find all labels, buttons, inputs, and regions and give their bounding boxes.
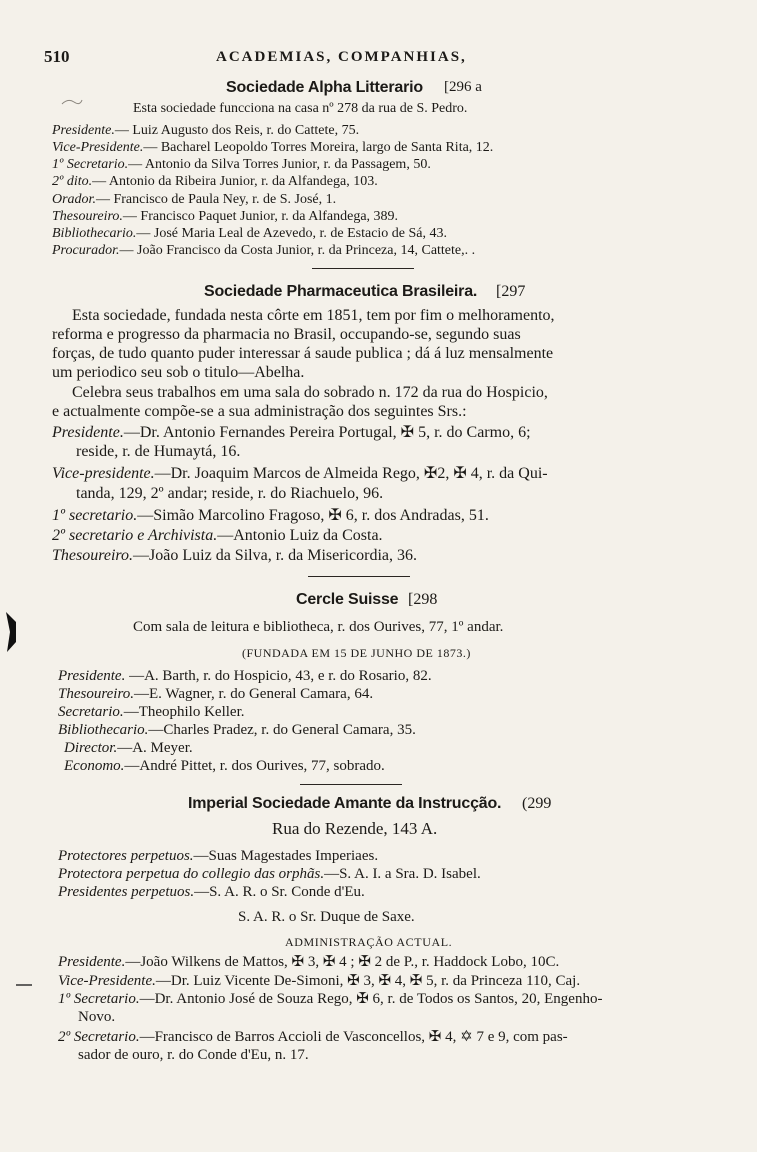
pharma-para2-line2: e actualmente compõe-se a sua administração dos seguintes Srs.: <box>52 403 467 420</box>
suisse-heading: Cercle Suisse <box>296 591 399 608</box>
admin-heading: ADMINISTRAÇÃO ACTUAL. <box>285 935 453 949</box>
alpha-role-4: 2º dito. <box>52 174 93 189</box>
suisse-role-1: Presidente. <box>58 668 126 684</box>
alpha-role-1: Presidente. <box>52 123 115 138</box>
pharma-para1-line3: forças, de tudo quanto puder interessar á saude publica ; dá á luz mensalmente <box>52 345 554 362</box>
suisse-intro: Com sala de leitura e bibliotheca, r. dos Ourives, 77, 1º andar. <box>133 619 504 635</box>
pharma-para1-line1: Esta sociedade, fundada nesta côrte em 1851, tem por fim o melhoramento, <box>72 307 555 324</box>
pharma-role-3: 1º secretario. <box>52 507 138 524</box>
alpha-heading: Sociedade Alpha Litterario <box>226 79 423 96</box>
section-divider <box>300 784 402 785</box>
alpha-text-8: — João Francisco da Costa Junior, r. da Princeza, 14, Cattete,. . <box>119 243 476 258</box>
pharma-role-5: Thesoureiro. <box>52 547 134 564</box>
running-title: ACADEMIAS, COMPANHIAS, <box>216 49 467 65</box>
pharma-cont-1: reside, r. de Humaytá, 16. <box>76 443 241 460</box>
pharma-cont-2: tanda, 129, 2º andar; reside, r. do Riachuelo, 96. <box>76 485 384 502</box>
pharma-text-3: —Simão Marcolino Fragoso, ✠ 6, r. dos Andradas, 51. <box>137 507 489 524</box>
pharma-text-5: —João Luiz da Silva, r. da Misericordia, 36. <box>133 547 417 564</box>
alpha-text-2: — Bacharel Leopoldo Torres Moreira, largo de Santa Rita, 12. <box>143 140 494 155</box>
alpha-role-8: Procurador. <box>52 243 120 258</box>
imperial-text-4: —Francisco de Barros Accioli de Vasconcellos, ✠ 4, ✡ 7 e 9, com pas- <box>139 1029 568 1045</box>
imperial-heading: Imperial Sociedade Amante da Instrucção. <box>188 795 502 812</box>
suisse-ref: [298 <box>408 591 438 608</box>
suisse-founded: (FUNDADA EM 15 DE JUNHO DE 1873.) <box>242 646 471 660</box>
page-number: 510 <box>44 47 70 66</box>
imperial-duke: S. A. R. o Sr. Duque de Saxe. <box>238 909 415 925</box>
alpha-role-2: Vice-Presidente. <box>52 140 144 155</box>
imperial-protector-role-3: Presidentes perpetuos. <box>58 884 195 900</box>
pharma-para1-line2: reforma e progresso da pharmacia no Brasil, occupando-se, segundo suas <box>52 326 521 343</box>
suisse-text-6: —André Pittet, r. dos Ourives, 77, sobrado. <box>124 758 385 774</box>
pharma-text-1: —Dr. Antonio Fernandes Pereira Portugal, ✠ 5, r. do Carmo, 6; <box>123 424 531 441</box>
alpha-intro: Esta sociedade funcciona na casa nº 278 da rua de S. Pedro. <box>133 101 468 116</box>
suisse-text-2: —E. Wagner, r. do General Camara, 64. <box>133 686 374 702</box>
pharma-text-4: —Antonio Luiz da Costa. <box>217 527 383 544</box>
imperial-role-3: 1º Secretario. <box>58 991 140 1007</box>
suisse-text-5: —A. Meyer. <box>117 740 193 756</box>
alpha-role-3: 1º Secretario. <box>52 157 129 172</box>
pharma-para1-line4: um periodico seu sob o titulo—Abelha. <box>52 364 305 381</box>
alpha-text-7: — José Maria Leal de Azevedo, r. de Estacio de Sá, 43. <box>136 226 448 241</box>
section-divider <box>312 268 414 269</box>
suisse-role-2: Thesoureiro. <box>58 686 134 702</box>
alpha-role-7: Bibliothecario. <box>52 226 137 241</box>
pharma-heading: Sociedade Pharmaceutica Brasileira. <box>204 283 478 300</box>
section-divider <box>308 576 410 577</box>
imperial-text-3: —Dr. Antonio José de Souza Rego, ✠ 6, r. de Todos os Santos, 20, Engenho- <box>139 991 603 1007</box>
imperial-protector-text-2: —S. A. I. a Sra. D. Isabel. <box>324 866 481 882</box>
suisse-role-3: Secretario. <box>58 704 124 720</box>
imperial-role-4: 2º Secretario. <box>58 1029 140 1045</box>
alpha-text-4: — Antonio da Ribeira Junior, r. da Alfandega, 103. <box>92 174 378 189</box>
pharma-role-1: Presidente. <box>52 424 124 441</box>
suisse-role-4: Bibliothecario. <box>58 722 149 738</box>
suisse-role-6: Economo. <box>64 758 125 774</box>
imperial-address: Rua do Rezende, 143 A. <box>272 819 438 838</box>
margin-ink-mark-icon <box>4 612 18 652</box>
alpha-text-5: — Francisco de Paula Ney, r. de S. José, 1. <box>95 192 337 207</box>
imperial-protector-role-1: Protectores perpetuos. <box>58 848 194 864</box>
alpha-role-6: Thesoureiro. <box>52 209 123 224</box>
imperial-role-2: Vice-Presidente. <box>58 973 156 989</box>
suisse-text-4: —Charles Pradez, r. do General Camara, 35. <box>148 722 416 738</box>
smudge-mark-icon <box>60 96 84 108</box>
alpha-text-3: — Antonio da Silva Torres Junior, r. da Passagem, 50. <box>128 157 431 172</box>
imperial-text-2: —Dr. Luiz Vicente De-Simoni, ✠ 3, ✠ 4, ✠ 5, r. da Princeza 110, Caj. <box>155 973 581 989</box>
imperial-text-1: —João Wilkens de Mattos, ✠ 3, ✠ 4 ; ✠ 2 de P., r. Haddock Lobo, 10C. <box>125 954 560 970</box>
imperial-cont-3: Novo. <box>78 1009 116 1025</box>
pharma-ref: [297 <box>496 283 526 300</box>
suisse-text-1: —A. Barth, r. do Hospicio, 43, e r. do Rosario, 82. <box>125 668 432 684</box>
imperial-protector-text-3: —S. A. R. o Sr. Conde d'Eu. <box>194 884 365 900</box>
pharma-role-4: 2º secretario e Archivista. <box>52 527 218 544</box>
pharma-role-2: Vice-presidente. <box>52 465 155 482</box>
suisse-text-3: —Theophilo Keller. <box>123 704 245 720</box>
alpha-ref: [296 a <box>444 79 482 95</box>
imperial-role-1: Presidente. <box>58 954 126 970</box>
imperial-ref: (299 <box>522 795 552 812</box>
imperial-protector-role-2: Protectora perpetua do collegio das orphãs. <box>58 866 325 882</box>
pharma-para2-line1: Celebra seus trabalhos em uma sala do sobrado n. 172 da rua do Hospicio, <box>72 384 548 401</box>
alpha-text-1: — Luiz Augusto dos Reis, r. do Cattete, 75. <box>114 123 360 138</box>
margin-dash-icon <box>16 982 32 988</box>
imperial-cont-4: sador de ouro, r. do Conde d'Eu, n. 17. <box>78 1047 309 1063</box>
suisse-role-5: Director. <box>64 740 118 756</box>
imperial-protector-text-1: —Suas Magestades Imperiaes. <box>193 848 379 864</box>
pharma-text-2: —Dr. Joaquim Marcos de Almeida Rego, ✠2, ✠ 4, r. da Qui- <box>154 465 548 482</box>
alpha-text-6: — Francisco Paquet Junior, r. da Alfandega, 389. <box>122 209 399 224</box>
alpha-role-5: Orador. <box>52 192 96 207</box>
